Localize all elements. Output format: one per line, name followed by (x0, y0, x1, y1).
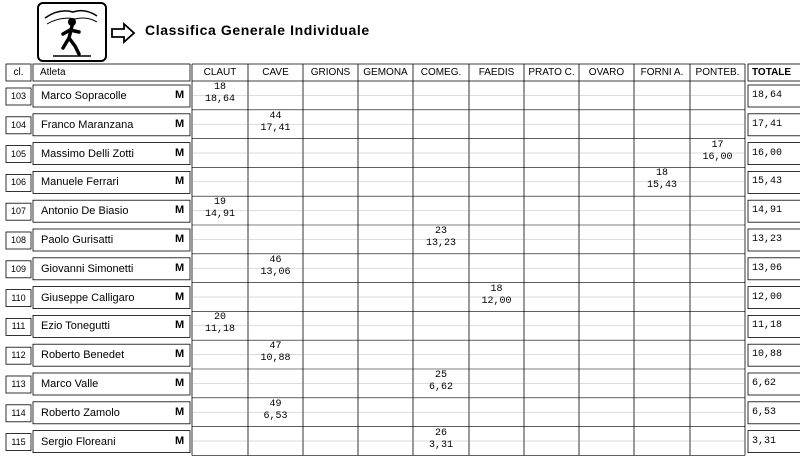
race-position: 23 (434, 226, 447, 237)
total-score: 13,06 (752, 262, 783, 274)
athlete-name: Marco Valle (41, 378, 99, 390)
total-score: 6,62 (752, 378, 777, 389)
total-score: 11,18 (752, 320, 783, 332)
athlete-sex: M (175, 434, 185, 447)
row-rank: 115 (11, 436, 26, 447)
athlete-sex: M (175, 348, 185, 361)
total-score: 12,00 (752, 291, 783, 303)
header-race: CLAUT (203, 67, 237, 78)
race-position: 25 (434, 370, 447, 381)
race-score: 17,41 (260, 122, 291, 134)
athlete-sex: M (175, 146, 185, 159)
race-score: 6,53 (263, 410, 288, 422)
header-race: CAVE (262, 67, 289, 78)
race-position: 44 (269, 110, 282, 122)
athlete-name: Roberto Benedet (41, 349, 125, 362)
race-position: 17 (711, 139, 724, 151)
athlete-name: Roberto Zamolo (41, 406, 120, 419)
athlete-sex: M (175, 261, 185, 274)
total-score: 16,00 (752, 147, 783, 159)
athlete-name: Franco Maranzana (41, 118, 134, 131)
row-rank: 111 (11, 321, 26, 332)
row-rank: 108 (10, 235, 27, 245)
race-score: 14,91 (204, 209, 235, 221)
athlete-sex: M (175, 319, 185, 332)
athlete-sex: M (175, 175, 185, 188)
row-rank: 110 (11, 292, 26, 303)
race-position: 46 (269, 254, 282, 266)
row-rank: 107 (10, 206, 27, 217)
athlete-name: Massimo Delli Zotti (41, 147, 134, 160)
athlete-sex: M (175, 405, 185, 418)
total-score: 15,43 (752, 176, 783, 188)
athlete-name: Ezio Tonegutti (41, 320, 110, 333)
athlete-sex: M (175, 204, 185, 217)
page-title: Classifica Generale Individuale (145, 22, 370, 38)
race-score: 6,62 (428, 382, 453, 393)
athlete-name: Giovanni Simonetti (41, 262, 134, 275)
race-score: 15,43 (646, 180, 677, 192)
header-race: PRATO C. (528, 67, 575, 78)
header-race: FORNI A. (640, 67, 684, 78)
row-rank: 104 (10, 119, 27, 130)
header-race: PONTEB. (695, 67, 740, 78)
race-score: 11,18 (204, 324, 235, 336)
athlete-name: Antonio De Biasio (41, 205, 129, 218)
header-race: COMEG. (420, 67, 462, 78)
row-rank: 103 (10, 91, 27, 101)
athlete-name: Manuele Ferrari (41, 176, 119, 189)
header-race: OVARO (588, 67, 625, 78)
athlete-name: Giuseppe Calligaro (41, 291, 135, 304)
race-position: 20 (213, 312, 226, 324)
athlete-sex: M (175, 233, 185, 245)
header-race: GRIONS (310, 67, 351, 78)
race-position: 19 (213, 197, 226, 209)
total-score: 13,23 (752, 234, 783, 245)
race-score: 18,64 (204, 94, 235, 105)
race-score: 12,00 (481, 295, 512, 307)
row-rank: 113 (11, 379, 26, 389)
athlete-sex: M (175, 377, 185, 389)
race-score: 13,06 (260, 266, 291, 278)
race-score: 3,31 (428, 439, 453, 451)
race-score: 13,23 (425, 238, 456, 249)
athlete-name: Sergio Floreani (41, 435, 116, 448)
race-position: 26 (434, 427, 447, 439)
row-rank: 106 (10, 177, 27, 188)
race-position: 18 (655, 168, 668, 180)
header-race: FAEDIS (478, 67, 515, 78)
total-score: 17,41 (752, 118, 783, 130)
athlete-sex: M (175, 89, 185, 101)
total-score: 18,64 (752, 90, 783, 101)
header-race: GEMONA (363, 67, 408, 78)
race-position: 18 (490, 283, 503, 295)
row-rank: 105 (10, 148, 27, 159)
athlete-sex: M (175, 290, 185, 303)
total-score: 14,91 (752, 205, 783, 217)
race-position: 18 (213, 82, 226, 93)
total-score: 6,53 (752, 406, 777, 418)
athlete-name: Marco Sopracolle (41, 90, 127, 102)
race-score: 16,00 (702, 151, 733, 163)
total-score: 3,31 (752, 435, 777, 447)
race-position: 47 (269, 341, 282, 353)
header-totale: TOTALE (752, 67, 792, 78)
race-position: 49 (269, 398, 282, 410)
athlete-sex: M (175, 117, 185, 130)
row-rank: 112 (11, 350, 26, 361)
athlete-name: Paolo Gurisatti (41, 234, 114, 246)
row-rank: 109 (10, 263, 27, 274)
total-score: 10,88 (752, 349, 783, 361)
header-cl: cl. (13, 67, 24, 78)
race-score: 10,88 (260, 353, 291, 365)
header-atleta: Atleta (40, 67, 66, 78)
row-rank: 114 (11, 407, 26, 418)
